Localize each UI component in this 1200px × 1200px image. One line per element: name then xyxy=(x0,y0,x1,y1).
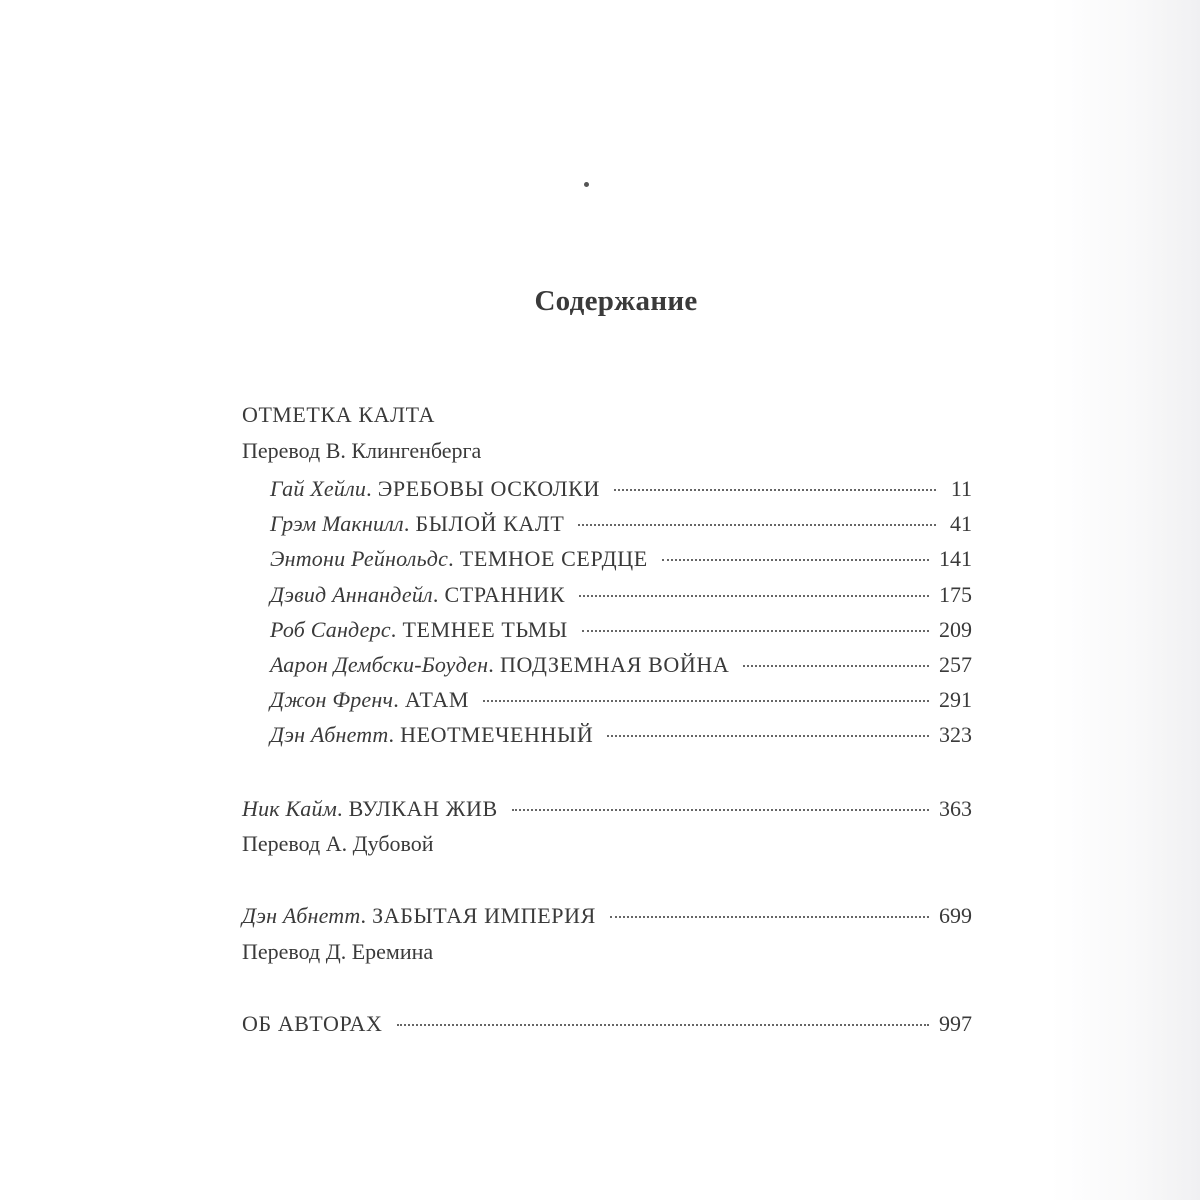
toc-entry[interactable] xyxy=(242,902,972,930)
entry-page-number: 209 xyxy=(939,617,972,642)
section-translator: Перевод В. Клингенберга xyxy=(242,438,482,463)
entry-page-number: 141 xyxy=(939,546,972,571)
dot-leader xyxy=(483,700,929,702)
entry-page-number: 11 xyxy=(950,476,972,501)
toc-entry[interactable] xyxy=(270,545,972,573)
section-heading: ОТМЕТКА КАЛТА xyxy=(242,402,436,427)
dot-leader xyxy=(662,559,929,561)
dot-leader xyxy=(582,630,929,632)
dot-leader xyxy=(579,595,929,597)
entry-author: Дэн Абнетт. xyxy=(242,903,367,928)
entry-title: ПОДЗЕМНАЯ ВОЙНА xyxy=(499,652,730,677)
toc-entry[interactable] xyxy=(270,510,972,538)
entry-title: СТРАННИК xyxy=(444,582,566,607)
entry-page-number: 323 xyxy=(939,722,972,747)
entry-page-number: 363 xyxy=(939,796,972,821)
dot-leader xyxy=(397,1024,929,1026)
entry-page-number: 175 xyxy=(939,582,972,607)
entry-page-number: 41 xyxy=(950,511,972,536)
toc-entry[interactable] xyxy=(270,581,972,609)
entry-author: Роб Сандерс. xyxy=(270,617,397,642)
dot-leader xyxy=(607,735,929,737)
entry-title: ТЕМНЕЕ ТЬМЫ xyxy=(402,617,568,642)
page-edge-shadow xyxy=(1050,0,1200,1200)
toc-entry[interactable] xyxy=(270,721,972,749)
entry-title: ТЕМНОЕ СЕРДЦЕ xyxy=(459,546,648,571)
entry-title: НЕОТМЕЧЕННЫЙ xyxy=(400,722,594,747)
entry-title: АТАМ xyxy=(404,687,470,712)
entry-page-number: 699 xyxy=(939,903,972,928)
entry-translator: Перевод Д. Еремина xyxy=(242,939,434,964)
dot-leader xyxy=(610,916,929,918)
entry-author: Энтони Рейнольдс. xyxy=(270,546,454,571)
toc-entry[interactable] xyxy=(270,651,972,679)
toc-entry[interactable] xyxy=(242,1010,972,1038)
entry-author: Дэн Абнетт. xyxy=(270,722,395,747)
ink-speck xyxy=(584,182,589,187)
entry-title: ЗАБЫТАЯ ИМПЕРИЯ xyxy=(372,903,596,928)
entry-author: Грэм Макнилл. xyxy=(270,511,410,536)
entry-title: ЭРЕБОВЫ ОСКОЛКИ xyxy=(377,476,600,501)
entry-author: Джон Френч. xyxy=(270,687,399,712)
entry-author: Ник Кайм. xyxy=(242,796,343,821)
entry-page-number: 257 xyxy=(939,652,972,677)
dot-leader xyxy=(578,524,936,526)
entry-author: Аарон Дембски-Боуден. xyxy=(270,652,494,677)
dot-leader xyxy=(743,665,929,667)
entry-translator: Перевод А. Дубовой xyxy=(242,831,434,856)
toc-entry[interactable] xyxy=(242,795,972,823)
entry-page-number: 997 xyxy=(939,1011,972,1036)
entry-title: ОБ АВТОРАХ xyxy=(242,1011,383,1036)
entry-title: ВУЛКАН ЖИВ xyxy=(348,796,498,821)
toc-entry[interactable] xyxy=(270,475,972,503)
entry-title: БЫЛОЙ КАЛТ xyxy=(415,511,565,536)
entry-author: Гай Хейли. xyxy=(270,476,372,501)
toc-entry[interactable] xyxy=(270,686,972,714)
page-title: Содержание xyxy=(534,285,698,317)
entry-page-number: 291 xyxy=(939,687,972,712)
toc-entry[interactable] xyxy=(270,616,972,644)
dot-leader xyxy=(614,489,936,491)
entry-author: Дэвид Аннандейл. xyxy=(270,582,439,607)
dot-leader xyxy=(512,809,929,811)
